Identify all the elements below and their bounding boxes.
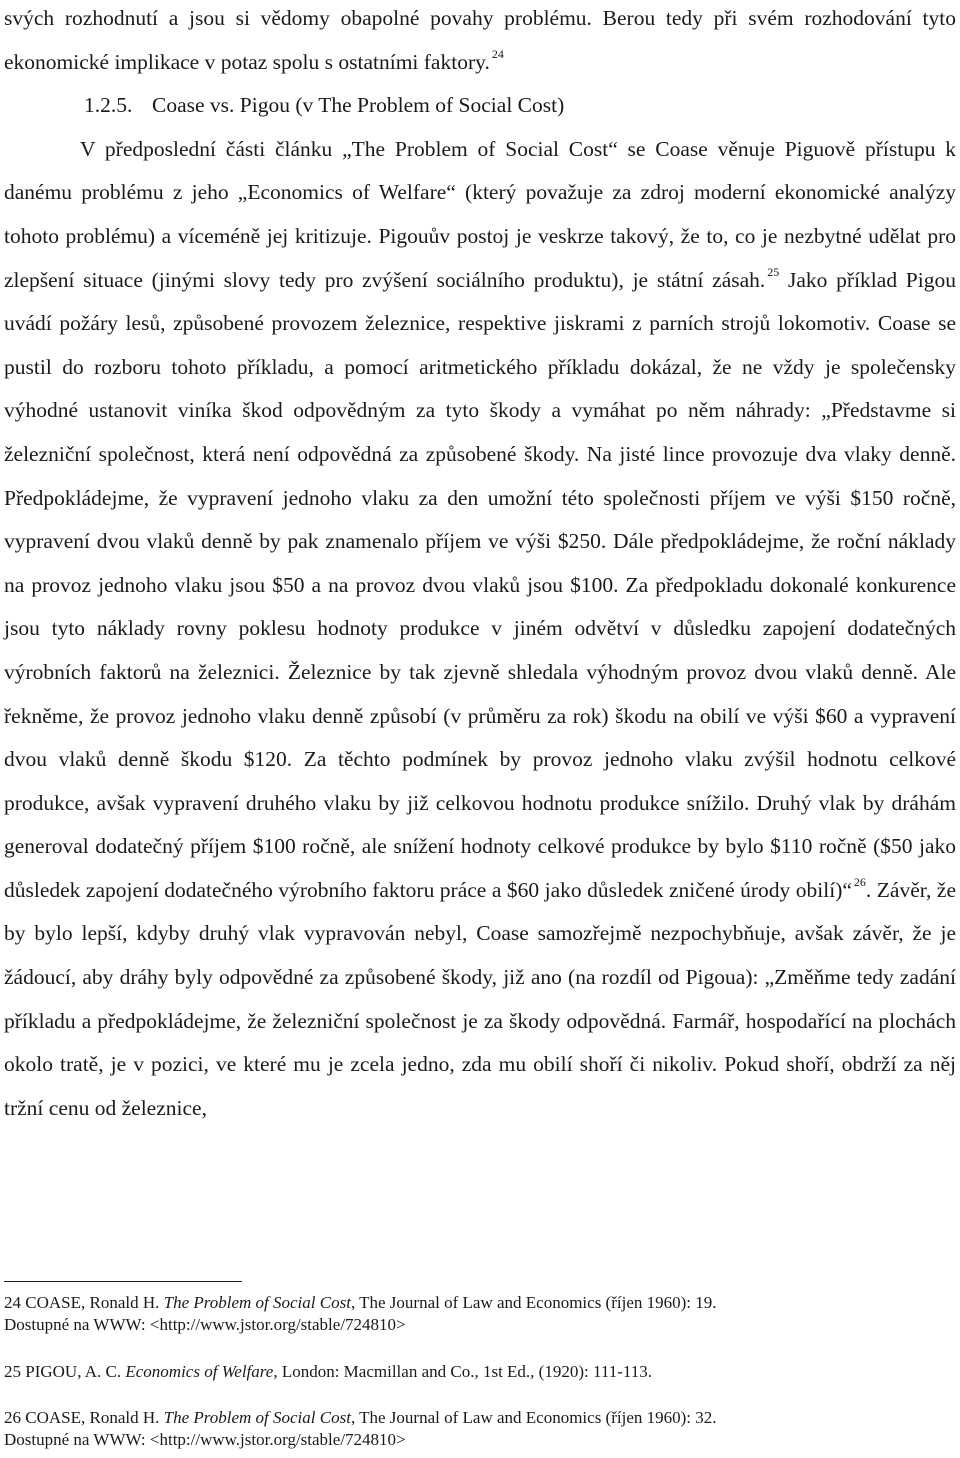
footnote-26-line1 <box>4 1407 944 1429</box>
footnote-24-link[interactable]: Dostupné na WWW: <http://www.jstor.org/stable/724810> <box>4 1315 406 1334</box>
footnote-separator <box>4 1281 242 1282</box>
section-heading <box>4 84 956 128</box>
section-title: Coase vs. Pigou (v The Problem of Social Cost) <box>152 93 565 118</box>
footnote-26-link[interactable]: Dostupné na WWW: <http://www.jstor.org/stable/724810> <box>4 1430 406 1449</box>
footnote-26 <box>4 1407 944 1451</box>
footnote-26-title: The Problem of Social Cost <box>163 1408 351 1427</box>
footnote-ref-26[interactable]: 26 <box>853 874 866 889</box>
footnote-24-author: 24 COASE, Ronald H. <box>4 1293 164 1312</box>
footnote-ref-25[interactable]: 25 <box>767 264 780 279</box>
footnote-25-author: 25 PIGOU, A. C. <box>4 1362 126 1381</box>
footnote-25-title: Economics of Welfare <box>125 1362 274 1381</box>
footnote-24-title: The Problem of Social Cost <box>163 1293 351 1312</box>
section-number: 1.2.5. <box>84 93 133 118</box>
paragraph-top <box>4 0 956 84</box>
footnote-25 <box>4 1361 944 1383</box>
paragraph-top-text: svých rozhodnutí a jsou si vědomy obapolné povahy problému. Berou tedy při svém rozhodování tyto ekonomické implikace v potaz spolu s ostatními faktory. <box>4 6 956 74</box>
footnote-26-author: 26 COASE, Ronald H. <box>4 1408 164 1427</box>
paragraph-main-part1: V předposlední části článku „The Problem of Social Cost“ se Coase věnuje Piguově přístupu k danému problému z jeho „Economics of Welfare“ (který považuje za zdroj moderní ekonomické analýzy tohoto problému) a víceméně jej kritizuje. Pigouův postoj je veskrze takový, že to, co je nezbytné udělat pro zlepšení situace (jinými slovy tedy pro zvýšení sociálního produktu), je státní zásah. <box>4 136 956 292</box>
paragraph-main-part3: . Závěr, že by bylo lepší, kdyby druhý vlak vypravován nebyl, Coase samozřejmě nezpochybňuje, avšak závěr, že je žádoucí, aby dráhy byly odpovědné za způsobené škody, již ano (na rozdíl od Pigoua): „Změňme tedy zadání příkladu a předpokládejme, že železniční společnost je za škody odpovědná. Farmář, hospodařící na plochách okolo tratě, je v pozici, ve které mu je zcela jedno, zda mu obilí shoří či nikoliv. Pokud shoří, obdrží za něj tržní cenu od železnice, <box>4 877 957 1120</box>
footnote-24-line1 <box>4 1292 944 1314</box>
footnote-ref-24[interactable]: 24 <box>491 46 504 61</box>
footnote-25-rest: , London: Macmillan and Co., 1st Ed., (1920): 111-113. <box>273 1362 652 1381</box>
paragraph-main <box>4 128 956 1131</box>
footnote-24 <box>4 1292 944 1336</box>
footnote-26-rest: , The Journal of Law and Economics (říjen 1960): 32. <box>350 1408 717 1427</box>
paragraph-main-part2: Jako příklad Pigou uvádí požáry lesů, způsobené provozem železnice, respektive jiskrami z parních strojů lokomotiv. Coase se pustil do rozboru tohoto příkladu, a pomocí aritmetického příkladu dokázal, že ne vždy je společensky výhodné ustanovit viníka škod odpovědným za tyto škody a vymáhat po něm náhrady: „Představme si železniční společnost, která není odpovědná za způsobené škody. Na jisté lince provozuje dva vlaky denně. Předpokládejme, že vypravení jednoho vlaku za den umožní této společnosti příjem ve výši $150 ročně, vypravení dvou vlaků denně by pak znamenalo příjem ve výši $250. Dále předpokládejme, že roční náklady na provoz jednoho vlaku jsou $50 a na provoz dvou vlaků jsou $100. Za předpokladu dokonalé konkurence jsou tyto náklady rovny poklesu hodnoty produkce v jiném odvětví v důsledku zapojení dodatečných výrobních faktorů na železnici. Železnice by tak zjevně shledala výhodným provoz dvou vlaků denně. Ale řekněme, že provoz jednoho vlaku denně způsobí (v průměru za rok) škodu na obilí ve výši $60 a vypravení dvou vlaků denně škodu $120. Za těchto podmínek by provoz jednoho vlaku zvýšil hodnotu celkové produkce, avšak vypravení druhého vlaku by již celkovou hodnotu produkce snížilo. Druhý vlak by dráhám generoval dodatečný příjem $100 ročně, ale snížení hodnoty celkové produkce by bylo $110 ročně ($50 jako důsledek zapojení dodatečného výrobního faktoru práce a $60 jako důsledek zničené úrody obilí)“ <box>4 267 956 902</box>
footnote-25-line1 <box>4 1361 944 1383</box>
footnote-24-rest: , The Journal of Law and Economics (říjen 1960): 19. <box>350 1293 717 1312</box>
